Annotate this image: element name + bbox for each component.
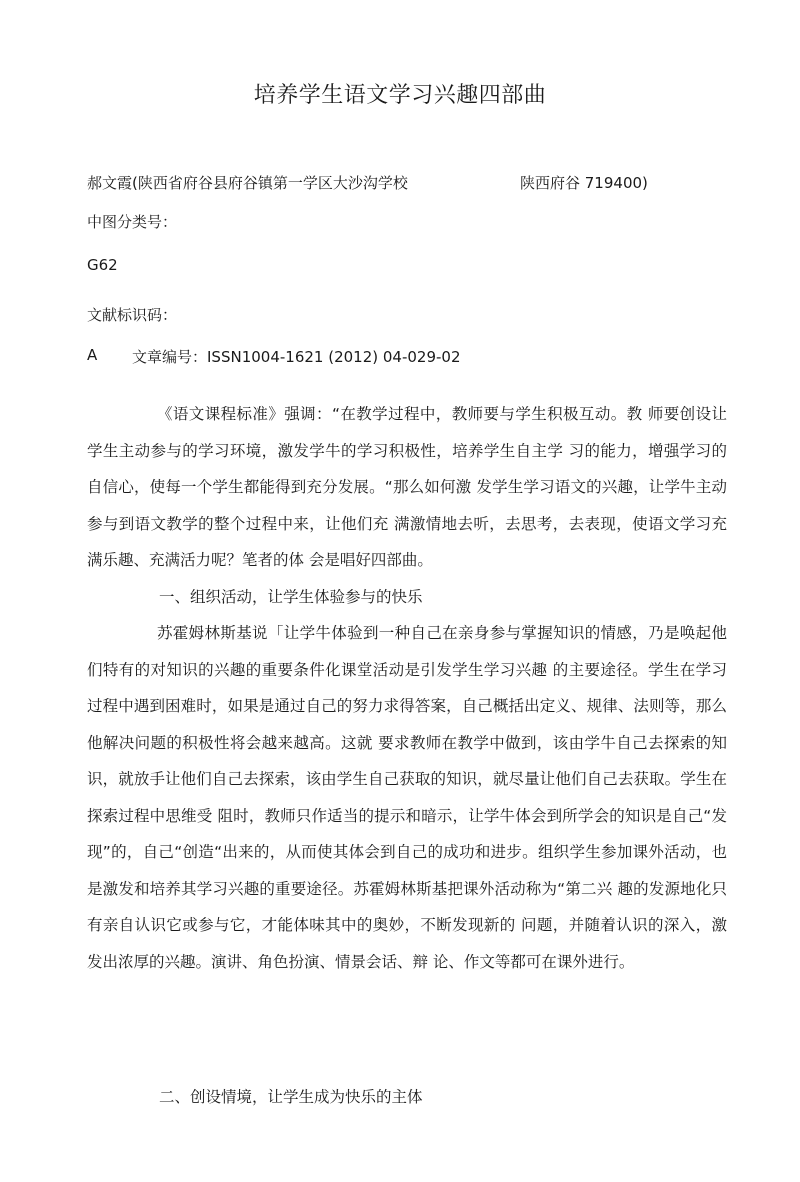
paragraph-section-1: 苏霍姆林斯基说「让学牛体验到一种自己在亲身参与掌握知识的情感，乃是唤起他们特有的对知识的兴趣的重要条件化课堂活动是引发学生学习兴趣 的主要途径。学生在学习过程中遇到困难时，如果是通过自己的努力求得答案，自己概括出定义、规律、法则等，那么他解决问题的积极性将会越来越高。这就 要求教师在教学中做到，该由学牛自己去探索的知识，就放手让他们自己去探索，该由学生自己获取的知识，就尽量让他们自己去获取。学生在探索过程中思维受 阻时，教师只作适当的提示和暗示，让学牛体会到所学会的知识是自己“发现”的，自己“创造“出来的，从而使其体会到自己的成功和进步。组织学生参加课外活动，也是激发和培养其学习兴趣的重要途径。苏霍姆林斯基把课外活动称为“第二兴 趣的发源地化只有亲自认识它或参与它，才能体味其中的奥妙，不断发现新的 问题，并随着认识的深入，激发出浓厚的兴趣。演讲、角色扮演、情景会话、辩 论、作文等都可在课外进行。 [87,624,727,971]
page-title: 培养学生语文学习兴趣四部曲 [253,83,547,108]
section-heading-1: 一、组织活动，让学生体验参与的快乐 [159,587,423,606]
paragraph-intro: 《语文课程标准》强调：“在教学过程中，教师要与学生积极互动。教 师要创设让学生主动参与的学习环境，激发学牛的学习积极性，培养学生自主学 习的能力，增强学习的自信心，使每一个学生都能得到充分发展。“那么如何激 发学生学习语文的兴趣，让学牛主动参与到语文教学的整个过程中来，让他们充 满激情地去听，去思考，去表现，使语文学习充满乐趣、充满活力呢？笔者的体 会是唱好四部曲。 [87,405,727,569]
author-line [87,172,648,193]
body-text [87,396,727,980]
doc-code-value: A [87,346,98,364]
article-number: 文章编号：ISSN1004-1621 (2012) 04-029-02 [132,348,461,366]
section-heading-2: 二、创设情境，让学生成为快乐的主体 [159,1088,423,1106]
clc-value: G62 [87,256,118,274]
author-affiliation: 郝文霞(陕西省府谷县府谷镇第一学区大沙沟学校 [87,174,408,192]
doc-code-label: 文献标识码： [87,306,178,324]
author-address: 陕西府谷 719400) [520,174,648,192]
clc-label: 中图分类号： [87,213,178,231]
doc-code-line [87,346,461,366]
